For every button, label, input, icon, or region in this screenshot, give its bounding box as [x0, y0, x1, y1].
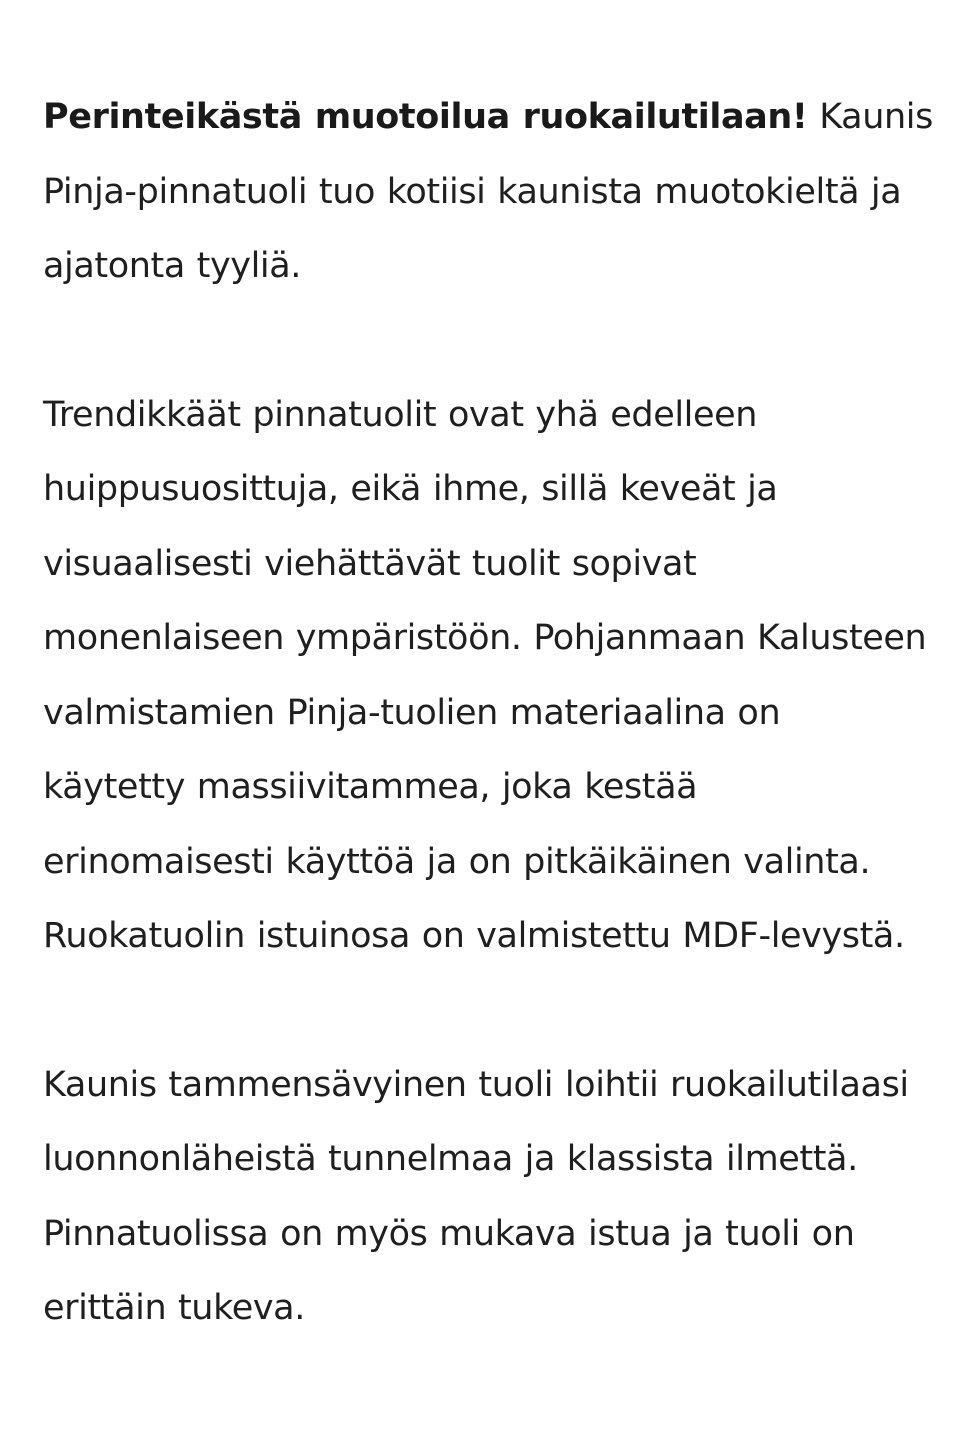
description-paragraph-3: Kaunis tammensävyinen tuoli loihtii ruokailutilaasi luonnonläheistä tunnelmaa ja klassista ilmettä. Pinnatuolissa on myös mukava istua ja tuoli on erittäin tukeva.	[43, 1064, 909, 1328]
description-paragraph-1	[43, 80, 933, 304]
product-description	[43, 80, 933, 1346]
description-lead: Perinteikästä muotoilua ruokailutilaan!	[43, 97, 808, 137]
description-paragraph-2: Trendikkäät pinnatuolit ovat yhä edelleen huippusuosittuja, eikä ihme, sillä keveät ja visuaalisesti viehättävät tuolit sopivat monenlaiseen ympäristöön. Pohjanmaan Kalusteen valmistamien Pinja-tuolien materiaalina on käytetty massiivitammea, joka kestää erinomaisesti käyttöä ja on pitkäikäinen valinta. Ruokatuolin istuinosa on valmistettu MDF-levystä.	[43, 394, 927, 956]
description-intro-text: Kaunis Pinja-pinnatuoli tuo kotiisi kaunista muotokieltä ja ajatonta tyyliä.	[43, 97, 933, 286]
